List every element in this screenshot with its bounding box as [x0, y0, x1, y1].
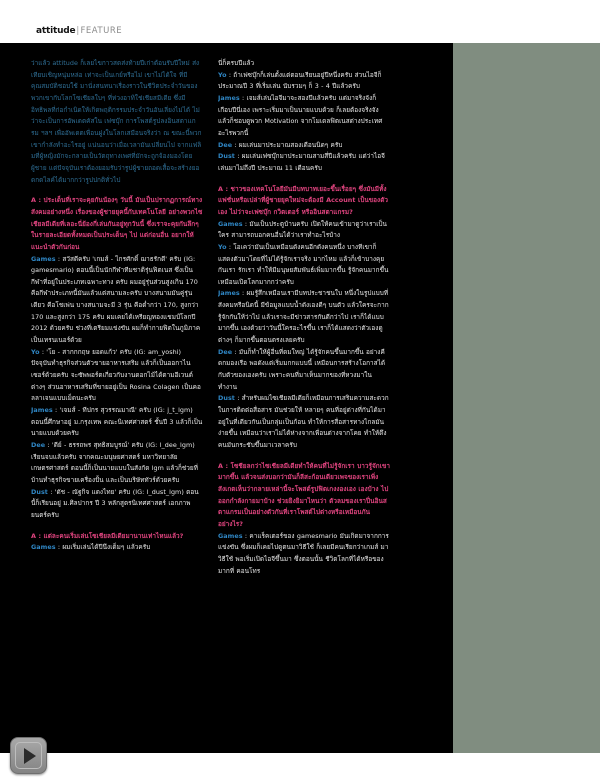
answer-text: : ถ้าเฟซบุ๊กก็เล่นตั้งแต่ตอนเรียนอยู่ปีหนึ่งครับ ส่วนไอจีก็ประมาณปี 3 ที่เริ่มเล่น นับรวมๆ ก็ 3 - 4 ปีแล้วครับ	[218, 70, 382, 91]
speaker-label: Dust	[218, 152, 235, 161]
answer-paragraph	[218, 393, 390, 451]
speaker-label: Dee	[218, 140, 233, 149]
answer-text: : มันเป็นประตูบ้านครับ เปิดให้คนเข้ามาดูว่าเราเป็นใคร สามารถบอกคนอื่นได้ว่าเราทำอะไรบ้าง	[218, 219, 387, 240]
answer-paragraph	[31, 405, 203, 440]
article-column-left	[31, 58, 203, 746]
speaker-label: Games	[218, 219, 243, 228]
speaker-label: Dust	[218, 394, 235, 403]
speaker-label: Games	[218, 531, 243, 540]
intro-paragraph: ว่าแล้ว attitude ก็เลยไขกาวสดส่งท้ายปีเก่าต้อนรับปีใหม่ ส่งเทียบเชิญหนุ่มหล่อ เท่าจะเป็นเกย์หรือไม่ เขาไม่ได้ใจ ที่มีคุณสมบัติชอบใช้ มานั่งสนทนาเรื่องราวในชีวิตประจำวันของพวกเขากับโลกโซเชียลใบๆ ที่ห่วงอาทิใช่เชียสมีเดีย ซึ่งมีอิทธิพลที่ก่อกำเนิดให้เกิดพฤติกรรมประจำวันอันเลี่ยงไม่ได้ ไม่ว่าจะเป็นการอัพเดตคัสใน เฟซบุ๊ก การโพสต์รูปลงอินสตาแกรม ฯลฯ เพื่ออัพเดตเพื่อนฝูงในโลกเสมือนจริงว่า ณ ขณะนี้พวกเขากำลังทำอะไรอยู่ แน่นอนว่าเมื่อเวลามันเปลี่ยนไป จากแฟลิมที่ผู้หญิงมักจะกลายเป็นวัตถุทางเพศที่มักจะถูกจ้องมองโดยผู้ชาย แต่ปัจจุบันเราต้องยอมรับว่ารูปผู้ชายถอดเสื้อจะสร้างยอดกดไลค์ได้มากกว่ารูปปกติทั่วไป	[31, 59, 202, 184]
answer-text: : 'ดีย์ - ธรรถพร สุทธิสมบูรณ์' ครับ (IG: l_dee_lgm) เรียนจบแล้วครับ จากคณะมนุษยศาสตร์ มหาวิทยาลัยเกษตรศาสตร์ ตอนนี้ก็เป็นนายแบบในสังกัด lgm แล้วก็ช่วยที่บ้านทำธุรกิจขายเครื่องปั้น และเป็นบริษัททัวร์ด้วยครับ	[31, 441, 198, 484]
answer-text: : เจมส์เล่นไอจีมาจะสองปีแล้วครับ แต่มาจริงจังก็เกือบปีนี่เอง เพราะเริ่มมาเป็นนายแบบด้วย ก็เลยต้องจริงจัง แล้วก็ชอบดูพวก Motivation จากโมเดลฟิตเนสต่างประเทศอะไรพวกนี้	[218, 93, 383, 137]
answer-text: : สำหรับผมไซเชียลมีเดียก็เหมือนการเสริมความสะดวกในการติดต่อสื่อสาร มันช่วยให้ หลายๆ คนที่อยู่ต่างที่กันได้มาอยู่ในที่เดียวกันเป็นกลุ่มเป็นก้อน ทำให้การสื่อสารทางไกลมันง่ายขึ้น เหมือนว่าเราไม่ได้ห่างจากเพื่อนต่างจากโคย ทำให้ดึงคนมันกระชับขึ้นมาเวลาครับ	[218, 394, 389, 449]
speaker-label: Dust	[31, 487, 48, 496]
speaker-label: James	[218, 289, 240, 298]
interviewer-question: A : ชาวของเทคโนโลยีมันมีบทบาทเยอะขึ้นเรื่อยๆ ซึ่งมันมีทั้งแฟชั่นหรือเปล่าที่ผู้ชายยุคใหม่จะต้องมี Account เป็นของตัวเอง ไม่ว่าจะเฟซบุ๊ก กวิตเตอร์ หรืออินสตาแกรม?	[218, 184, 389, 216]
answer-paragraph	[31, 542, 203, 554]
next-page-button-inner	[15, 742, 42, 769]
answer-text: : 'เจมส์ - ทีปกร สุวรรณมาณี' ครับ (IG: j_t_lgm) ตอนนี้ศึกษาอยู่ ม.กรุงเทพ คณะนิเทศศาสตร์ ชั้นปี 3 แล้วก็เป็นนายแบบด้วยครับ	[31, 406, 203, 438]
page-kicker	[36, 27, 122, 36]
answer-text: : 'โย - สากกกฤษ ยอดแก้ว' ครับ (IG: am_yoshi) ปัจจุบันทำธุรกิจส่วนตัวขายอาหารเสริม แล้วก็เป็นออกาไนเซอร์ด้วยครับ จะซัพพอร์ตเกี่ยวกับงานดอกไม้ได้ตามอีเวนต์ต่างๆ ส่วนอาหารเสริมที่ขายอยู่เป็น Rosina Colagen เป็นคอลลาเจนแบบเม็ดนะครับ	[31, 347, 201, 403]
interviewer-question: A : แต่ละคนเริ่มเล่นโซเชียลมีเดียมานานเท่าไหนแล้ว?	[31, 531, 184, 540]
speaker-label: Games	[31, 543, 56, 552]
interviewer-question: A : โซชียลกว่าไซเชียลมีเดียทำให้คนที่ไม่รู้จักเรา บาวรู้จักเขามากขึ้น แล้วจนส่งบอกว่ามันก็ลีสะก้อนเดียวเพจของเราเพิ่งสังเกตเห็นว่ากลายเหล่านี้จะโพสต์รูปฟิตเกงงองเอง เองบ้าง ไปออกกำลังกายมาบ้าง ช่วยยิงยิมาไหนว่า ตัวลมของเราปิ่นอินสตาแกรมเป็นอย่างตัวกันที่เราโพสต์ไปต่างหรือเหมือนกันอย่างไร?	[218, 461, 390, 528]
answer-text: : สวัสดีครับ 'เกมส์ - ไกรศักดิ์ ฌาธรักดี' ครับ (IG: gamesmario) ตอนนี้เป็นนักกีฬาทีมชาติรุ่นฟิตเนส ซึ่งเป็นกีฬาที่อยู่ในประเภทเฉพาะทาง ครับ ผมอยู่รุ่นส่วนสูงเกิน 170 คือกีฬาประเภทนี้มันแล้วแต่สนามละครับ บางสนามมันคู่รุ่นเดียว คือโชเพ่น บางสนามจะมี 3 รุ่น คือต่ำกว่า 170, สูงกว่า 170 และสูงกว่า 175 ครับ ผมเคยได้เหรียญทองแชมป์โลกปี 2012 ด้วยครับ ช่วงที่เตรียมแข่งขัน ผมก็ทำกายฟิตในภูมิภาคเป็นเทรนเนอร์ด้วย	[31, 254, 201, 345]
answer-text: : ผมเล่นเฟซบุ๊กมาประมาณสามสี่ปีแล้วครับ แต่ว่าไอจีเล่นมาไม่ถึงปี ประมาณ 11 เดือนครับ	[218, 152, 385, 172]
page-body	[0, 43, 453, 753]
answer-text: : ผมเล่นมาประมาณสองเดือนนิดๆ ครับ	[232, 140, 343, 149]
answer-text: : ผมเริ่มเล่นได้ปีนึงเต็มๆ แล้วครับ	[55, 543, 151, 552]
answer-paragraph	[218, 288, 390, 346]
speaker-label: Yo	[31, 347, 40, 356]
interviewer-question: A : ประเด็นที่เราจะคุยกันน้องๆ วันนี้ มันเป็นปรากฏการณ์ทางสังคมอย่างหนึ่ง เรื่องของผู้ชายยุคนี้กับเทคโนโลยี อย่างพวกไซเชียลมีเดียที่เลอะนี่ย้องกี่เล่นกันอยู่ทุกวันนี้ ซึ่งเราจะคุยกันลึกๆ ในรายละเอียดทั้งหมดเป็นประเด็นๆ ไป แต่ก่อนอื่น อยากให้แนะนำตัวกันก่อน	[31, 196, 203, 251]
answer-paragraph	[31, 347, 203, 405]
answer-paragraph	[218, 531, 390, 578]
speaker-label: Yo	[218, 242, 227, 251]
answer-continuation: นี่ก็ครบปีแล้ว	[218, 59, 255, 67]
speaker-label: James	[31, 406, 53, 415]
answer-paragraph	[31, 440, 203, 487]
answer-paragraph	[31, 487, 203, 522]
speaker-label: James	[218, 93, 240, 102]
speaker-label: Yo	[218, 70, 227, 79]
next-page-button[interactable]	[10, 737, 47, 774]
answer-text: : ผมรู้สึกเหมือนเรามีบทประชาชนใบ หนึ่งในรูปแบบที่สังคมหรือนิดนี้ มีข้อมูลแบบน้ำดังเองดีๆ บนตัว แล้วใครจะกากรู้จักกันให้ว่าไป แล้วเราจะมีข่าวสารกันดีกว่าไป เราก็ได้แบบมากขึ้น เองด้วยว่าวันนี้ใครอะไรขึ้น เราก็ได้แสดงว่าตัวเองดูต่างๆ ก็มากขึ้นตอนตรงเลยครับ	[218, 289, 389, 345]
answer-paragraph	[218, 93, 390, 140]
answer-text: : คาแร็คเตอร์ของ gamesmario มันเกิดมาจากการแข่งขัน ซึ่งผมก็เคยไปดูตนมาวิธีใช้ ก็เลยมีคนเรียกว่าเกมส์ มาวิธีใช้ พอเริ่มเปิดไอจีขึ้นมา ซึ่งตอนนั้น ชีวิตโลกที่ได้หรือของมากที่ คอนโทร	[218, 531, 389, 575]
answer-text: : โอเคว่ามันเป็นเหมือนดังคนอีกดังคนหนึ่ง บางทีเขาก็แสดงตัวมาโดยที่ไม่ได้รู้จักเราจริง มากไหม แล้วก็เข้าบางคุยกันเรา รักเรา ทำให้มีมนุษยสัมพันธ์เพิ่มมากขึ้น รู้จักคนมากขึ้น เหมือนเปิดโลกมากกว่าครับ	[218, 242, 389, 286]
article-column-right	[218, 58, 390, 746]
answer-text: : มันก็ทำให้ผู้อื่นที่ดมใหญ่ ได้รู้จักคนขึ้นมากขึ้น อย่างคืดกมองเรือ พอดังแต่เริ่มมกกแบบนี้ เหมือนการสร้างโอกาสได้กับตัวของเองครับ เพราะคนที่มาเห็นมากของที่หวงมาในทำงาน	[218, 347, 386, 391]
answer-paragraph	[218, 140, 390, 152]
speaker-label: Dee	[31, 441, 46, 449]
kicker-section: FEATURE	[80, 26, 123, 36]
answer-paragraph	[218, 70, 390, 93]
answer-paragraph	[218, 347, 390, 394]
speaker-label: Games	[31, 254, 56, 263]
play-triangle-icon	[24, 748, 36, 764]
answer-text: : 'ดัช - ณัฐกิจ แดงไทย' ครับ (IG: l_dust_lgm) ตอนนี้ก็เรียนอยู่ ม.ศิลปากร ปี 3 หลักสูตรนิเทศศาสตร์ เอกภาพยนตร์ครับ	[31, 487, 199, 519]
answer-paragraph	[31, 254, 203, 347]
answer-paragraph	[218, 151, 390, 174]
speaker-label: Dee	[218, 347, 233, 356]
magazine-brand: attitude	[36, 26, 76, 36]
kicker-separator: |	[76, 26, 80, 36]
answer-paragraph	[218, 242, 390, 289]
page-header-band	[0, 0, 453, 43]
answer-paragraph	[218, 219, 390, 242]
